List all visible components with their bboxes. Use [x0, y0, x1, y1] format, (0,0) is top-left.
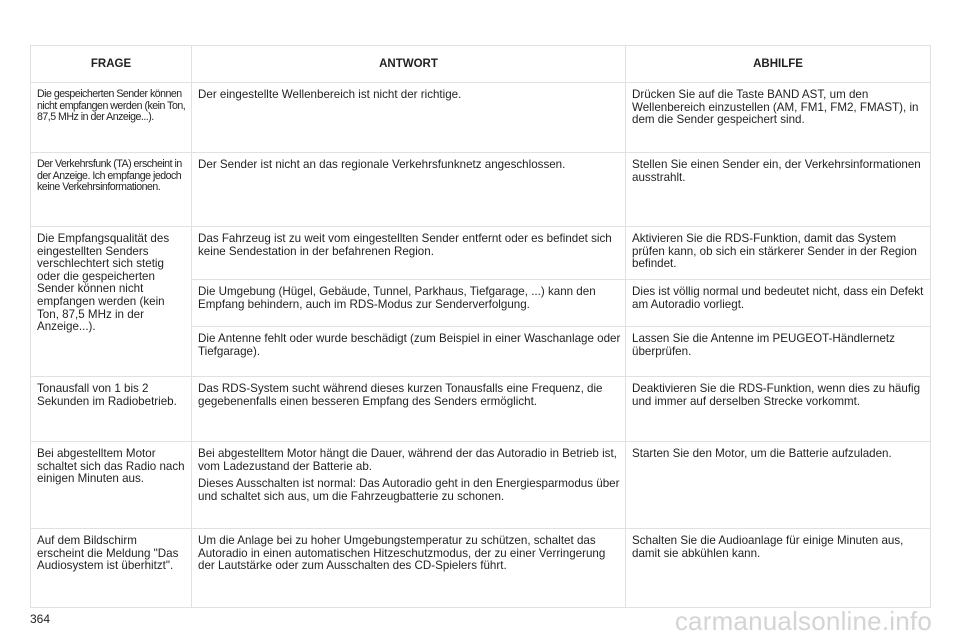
table-row — [31, 83, 931, 153]
frage-cell: Die gespeicherten Sender können nicht empfangen werden (kein Ton, 87,5 MHz in der Anzeige...). — [31, 83, 192, 153]
header-frage: FRAGE — [31, 46, 192, 83]
abhilfe-cell: Aktivieren Sie die RDS-Funktion, damit das System prüfen kann, ob sich ein stärkerer Sender in der Region befindet. — [626, 227, 931, 280]
abhilfe-cell: Lassen Sie die Antenne im PEUGEOT-Händlernetz überprüfen. — [626, 327, 931, 377]
antwort-paragraph: Dieses Ausschalten ist normal: Das Autoradio geht in den Energiesparmodus über und schaltet sich aus, um die Fahrzeugbatterie zu schonen. — [198, 477, 620, 503]
antwort-cell: Um die Anlage bei zu hoher Umgebungstemperatur zu schützen, schaltet das Autoradio in einen automatischen Hitzeschutzmodus, der zu einer Verringerung der Lautstärke oder zum Ausschalten des CD-Spielers führt. — [192, 529, 626, 608]
abhilfe-cell: Deaktivieren Sie die RDS-Funktion, wenn dies zu häufig und immer auf derselben Strecke vorkommt. — [626, 377, 931, 442]
antwort-cell: Die Antenne fehlt oder wurde beschädigt (zum Beispiel in einer Waschanlage oder Tiefgarage). — [192, 327, 626, 377]
antwort-cell: Das RDS-System sucht während dieses kurzen Tonausfalls eine Frequenz, die gegebenenfalls einen besseren Empfang des Senders ermöglicht. — [192, 377, 626, 442]
frage-cell: Der Verkehrsfunk (TA) erscheint in der Anzeige. Ich empfange jedoch keine Verkehrsinformationen. — [31, 153, 192, 227]
header-abhilfe: ABHILFE — [626, 46, 931, 83]
header-antwort: ANTWORT — [192, 46, 626, 83]
troubleshooting-table — [30, 45, 931, 608]
watermark: carmanualsonline.info — [674, 606, 932, 636]
abhilfe-cell: Starten Sie den Motor, um die Batterie aufzuladen. — [626, 442, 931, 529]
frage-cell: Bei abgestelltem Motor schaltet sich das Radio nach einigen Minuten aus. — [31, 442, 192, 529]
abhilfe-cell: Stellen Sie einen Sender ein, der Verkehrsinformationen ausstrahlt. — [626, 153, 931, 227]
table-row — [31, 153, 931, 227]
frage-cell: Auf dem Bildschirm erscheint die Meldung "Das Audiosystem ist überhitzt". — [31, 529, 192, 608]
antwort-cell: Das Fahrzeug ist zu weit vom eingestellten Sender entfernt oder es befindet sich keine Sendestation in der befahrenen Region. — [192, 227, 626, 280]
antwort-paragraph: Bei abgestelltem Motor hängt die Dauer, während der das Autoradio in Betrieb ist, vom Ladezustand der Batterie ab. — [198, 447, 617, 473]
abhilfe-cell: Schalten Sie die Audioanlage für einige Minuten aus, damit sie abkühlen kann. — [626, 529, 931, 608]
abhilfe-cell: Dies ist völlig normal und bedeutet nicht, dass ein Defekt am Autoradio vorliegt. — [626, 280, 931, 327]
antwort-cell: Der eingestellte Wellenbereich ist nicht der richtige. — [192, 83, 626, 153]
frage-cell: Tonausfall von 1 bis 2 Sekunden im Radiobetrieb. — [31, 377, 192, 442]
abhilfe-cell: Drücken Sie auf die Taste BAND AST, um den Wellenbereich einzustellen (AM, FM1, FM2, FMAST), in dem die Sender gespeichert sind. — [626, 83, 931, 153]
table-row — [31, 529, 931, 608]
table-row — [31, 442, 931, 529]
antwort-cell: Die Umgebung (Hügel, Gebäude, Tunnel, Parkhaus, Tiefgarage, ...) kann den Empfang behindern, auch im RDS-Modus zur Senderverfolgung. — [192, 280, 626, 327]
table-row — [31, 377, 931, 442]
antwort-cell — [192, 442, 626, 529]
table-header-row — [31, 46, 931, 83]
antwort-cell: Der Sender ist nicht an das regionale Verkehrsfunknetz angeschlossen. — [192, 153, 626, 227]
page-number: 364 — [30, 612, 51, 626]
table-row — [31, 227, 931, 280]
frage-cell: Die Empfangsqualität des eingestellten Senders verschlechtert sich stetig oder die gespeicherten Sender können nicht empfangen werden (kein Ton, 87,5 MHz in der Anzeige...). — [31, 227, 192, 377]
